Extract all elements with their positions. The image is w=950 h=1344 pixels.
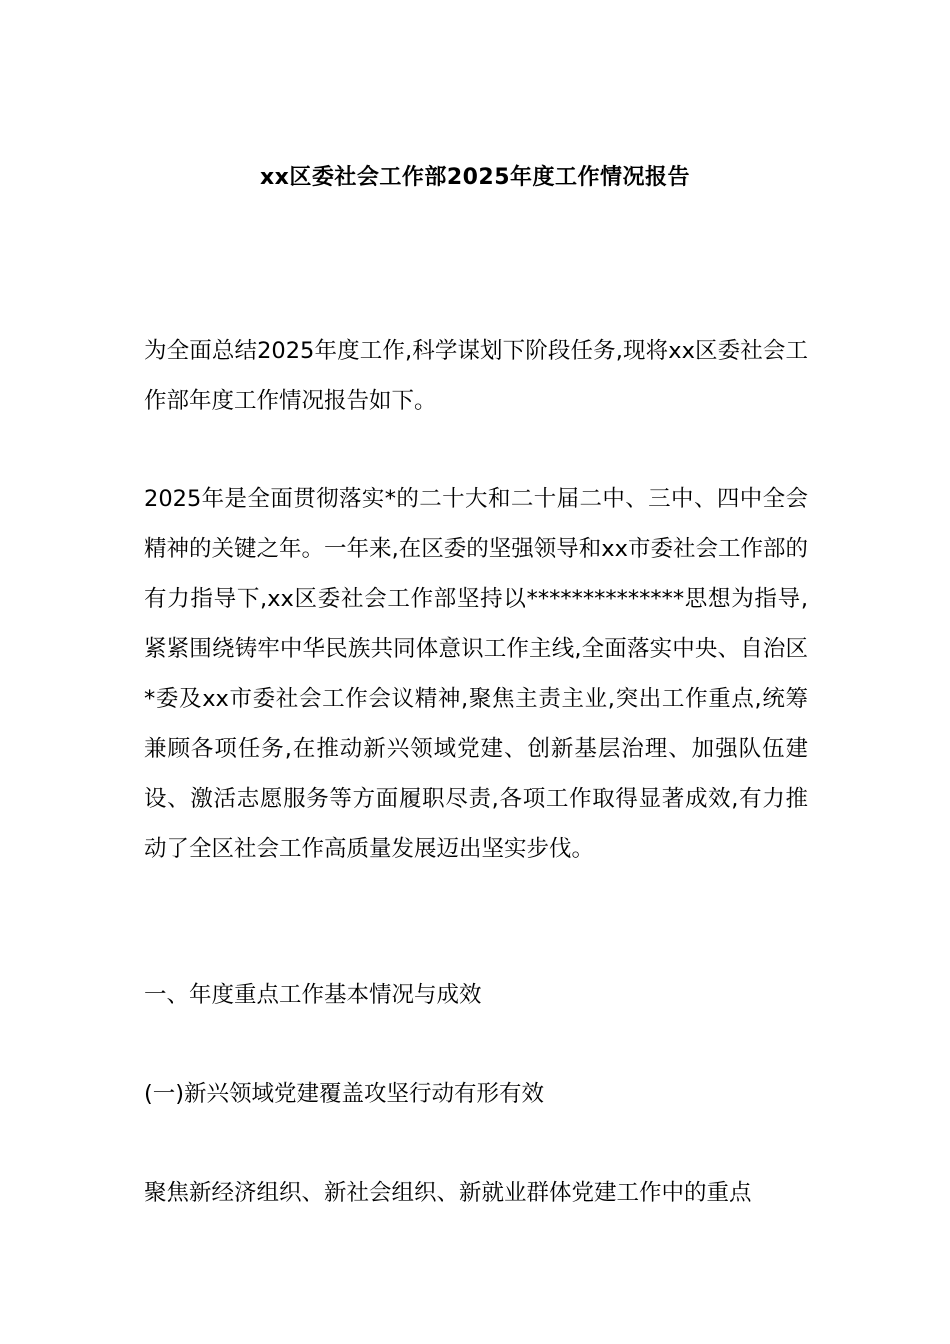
document-title: xx区委社会工作部2025年度工作情况报告 [259,165,691,190]
subsection-heading: (一)新兴领域党建覆盖攻坚行动有形有效 [144,1081,545,1107]
overview-paragraph: 2025年是全面贯彻落实*的二十大和二十届二中、三中、四中全会精神的关键之年。一年来,在区委的坚强领导和xx市委社会工作部的有力指导下,xx区委社会工作部坚持以**************思想为指导,紧紧围绕铸牢中华民族共同体意识工作主线,全面落实中央、自治区*委及xx市委社会工作会议精神,聚焦主责主业,突出工作重点,统筹兼顾各项任务,在推动新兴领域党建、创新基层治理、加强队伍建设、激活志愿服务等方面履职尽责,各项工作取得显著成效,有力推动了全区社会工作高质量发展迈出坚实步伐。 [144,486,808,862]
section-heading: 一、年度重点工作基本情况与成效 [144,982,482,1008]
subsection-paragraph: 聚焦新经济组织、新社会组织、新就业群体党建工作中的重点 [144,1180,752,1206]
intro-paragraph: 为全面总结2025年度工作,科学谋划下阶段任务,现将xx区委社会工作部年度工作情况报告如下。 [144,338,808,414]
